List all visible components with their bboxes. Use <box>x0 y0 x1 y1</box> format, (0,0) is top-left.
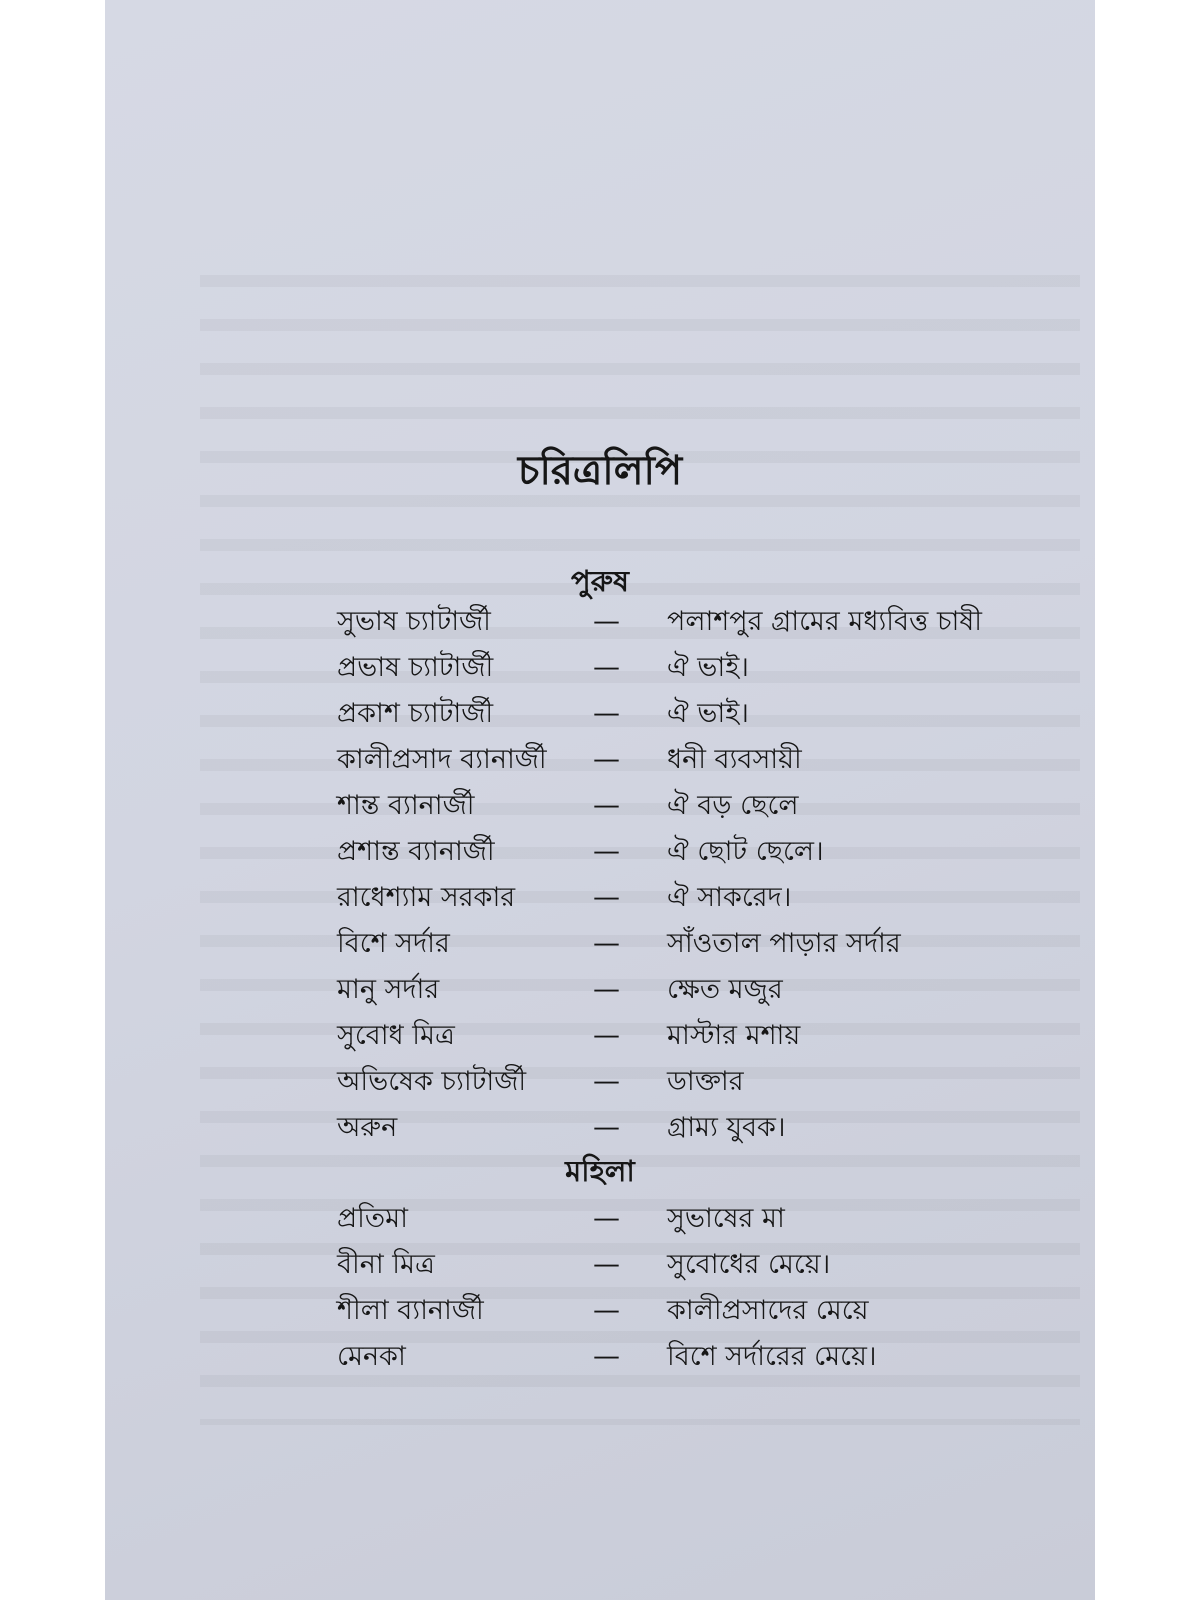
separator-dash: — <box>593 1341 620 1372</box>
character-name: অভিষেক চ্যাটার্জী <box>337 1066 527 1097</box>
separator-dash: — <box>593 606 620 637</box>
character-name: বীনা মিত্র <box>337 1249 435 1280</box>
character-name: শীলা ব্যানার্জী <box>337 1295 484 1326</box>
separator-dash: — <box>593 1112 620 1143</box>
cast-row <box>105 1242 1095 1288</box>
separator-dash: — <box>593 790 620 821</box>
cast-row <box>105 783 1095 829</box>
character-role: গ্রাম্য যুবক। <box>667 1112 786 1143</box>
character-name: শান্ত ব্যানার্জী <box>337 790 475 821</box>
character-role: ধনী ব্যবসায়ী <box>667 744 802 775</box>
character-role: ঐ সাকরেদ। <box>667 882 792 913</box>
character-role: সুবোধের মেয়ে। <box>667 1249 831 1280</box>
character-role: বিশে সর্দারের মেয়ে। <box>667 1341 877 1372</box>
separator-dash: — <box>593 836 620 867</box>
character-role: মাস্টার মশায় <box>667 1020 801 1051</box>
separator-dash: — <box>593 974 620 1005</box>
cast-row <box>105 645 1095 691</box>
section-heading-male: পুরুষ <box>571 564 629 598</box>
character-name: কালীপ্রসাদ ব্যানার্জী <box>337 744 547 775</box>
character-name: সুভাষ চ্যাটার্জী <box>337 606 491 637</box>
character-role: কালীপ্রসাদের মেয়ে <box>667 1295 869 1326</box>
separator-dash: — <box>593 882 620 913</box>
separator-dash: — <box>593 744 620 775</box>
cast-row <box>105 1105 1095 1151</box>
character-name: মেনকা <box>337 1341 406 1372</box>
cast-row <box>105 1196 1095 1242</box>
cast-row <box>105 1288 1095 1334</box>
cast-row <box>105 1059 1095 1105</box>
character-role: পলাশপুর গ্রামের মধ্যবিত্ত চাষী <box>667 606 982 637</box>
separator-dash: — <box>593 698 620 729</box>
separator-dash: — <box>593 1249 620 1280</box>
character-name: প্রতিমা <box>337 1203 408 1234</box>
cast-row <box>105 599 1095 645</box>
character-role: ঐ ভাই। <box>667 698 749 729</box>
cast-row <box>105 737 1095 783</box>
separator-dash: — <box>593 1066 620 1097</box>
cast-row <box>105 967 1095 1013</box>
character-role: সাঁওতাল পাড়ার সর্দার <box>667 928 901 959</box>
cast-row <box>105 691 1095 737</box>
page-title: চরিত্রলিপি <box>517 448 683 494</box>
separator-dash: — <box>593 652 620 683</box>
character-name: বিশে সর্দার <box>337 928 450 959</box>
separator-dash: — <box>593 1295 620 1326</box>
separator-dash: — <box>593 928 620 959</box>
character-name: রাধেশ্যাম সরকার <box>337 882 516 913</box>
cast-row <box>105 1334 1095 1380</box>
character-name: প্রকাশ চ্যাটার্জী <box>337 698 494 729</box>
character-name: প্রশান্ত ব্যানার্জী <box>337 836 495 867</box>
character-name: অরুন <box>337 1112 398 1143</box>
cast-row <box>105 829 1095 875</box>
character-name: মানু সর্দার <box>337 974 440 1005</box>
character-role: ঐ ভাই। <box>667 652 749 683</box>
cast-row <box>105 1013 1095 1059</box>
character-name: সুবোধ মিত্র <box>337 1020 455 1051</box>
book-page <box>105 0 1095 1600</box>
character-name: প্রভাষ চ্যাটার্জী <box>337 652 494 683</box>
character-role: ঐ ছোট ছেলে। <box>667 836 824 867</box>
separator-dash: — <box>593 1020 620 1051</box>
cast-row <box>105 875 1095 921</box>
cast-row <box>105 921 1095 967</box>
character-role: ডাক্তার <box>667 1066 744 1097</box>
character-role: সুভাষের মা <box>667 1203 785 1234</box>
character-role: ঐ বড় ছেলে <box>667 790 799 821</box>
separator-dash: — <box>593 1203 620 1234</box>
section-heading-female: মহিলা <box>565 1154 635 1188</box>
character-role: ক্ষেত মজুর <box>667 974 783 1005</box>
